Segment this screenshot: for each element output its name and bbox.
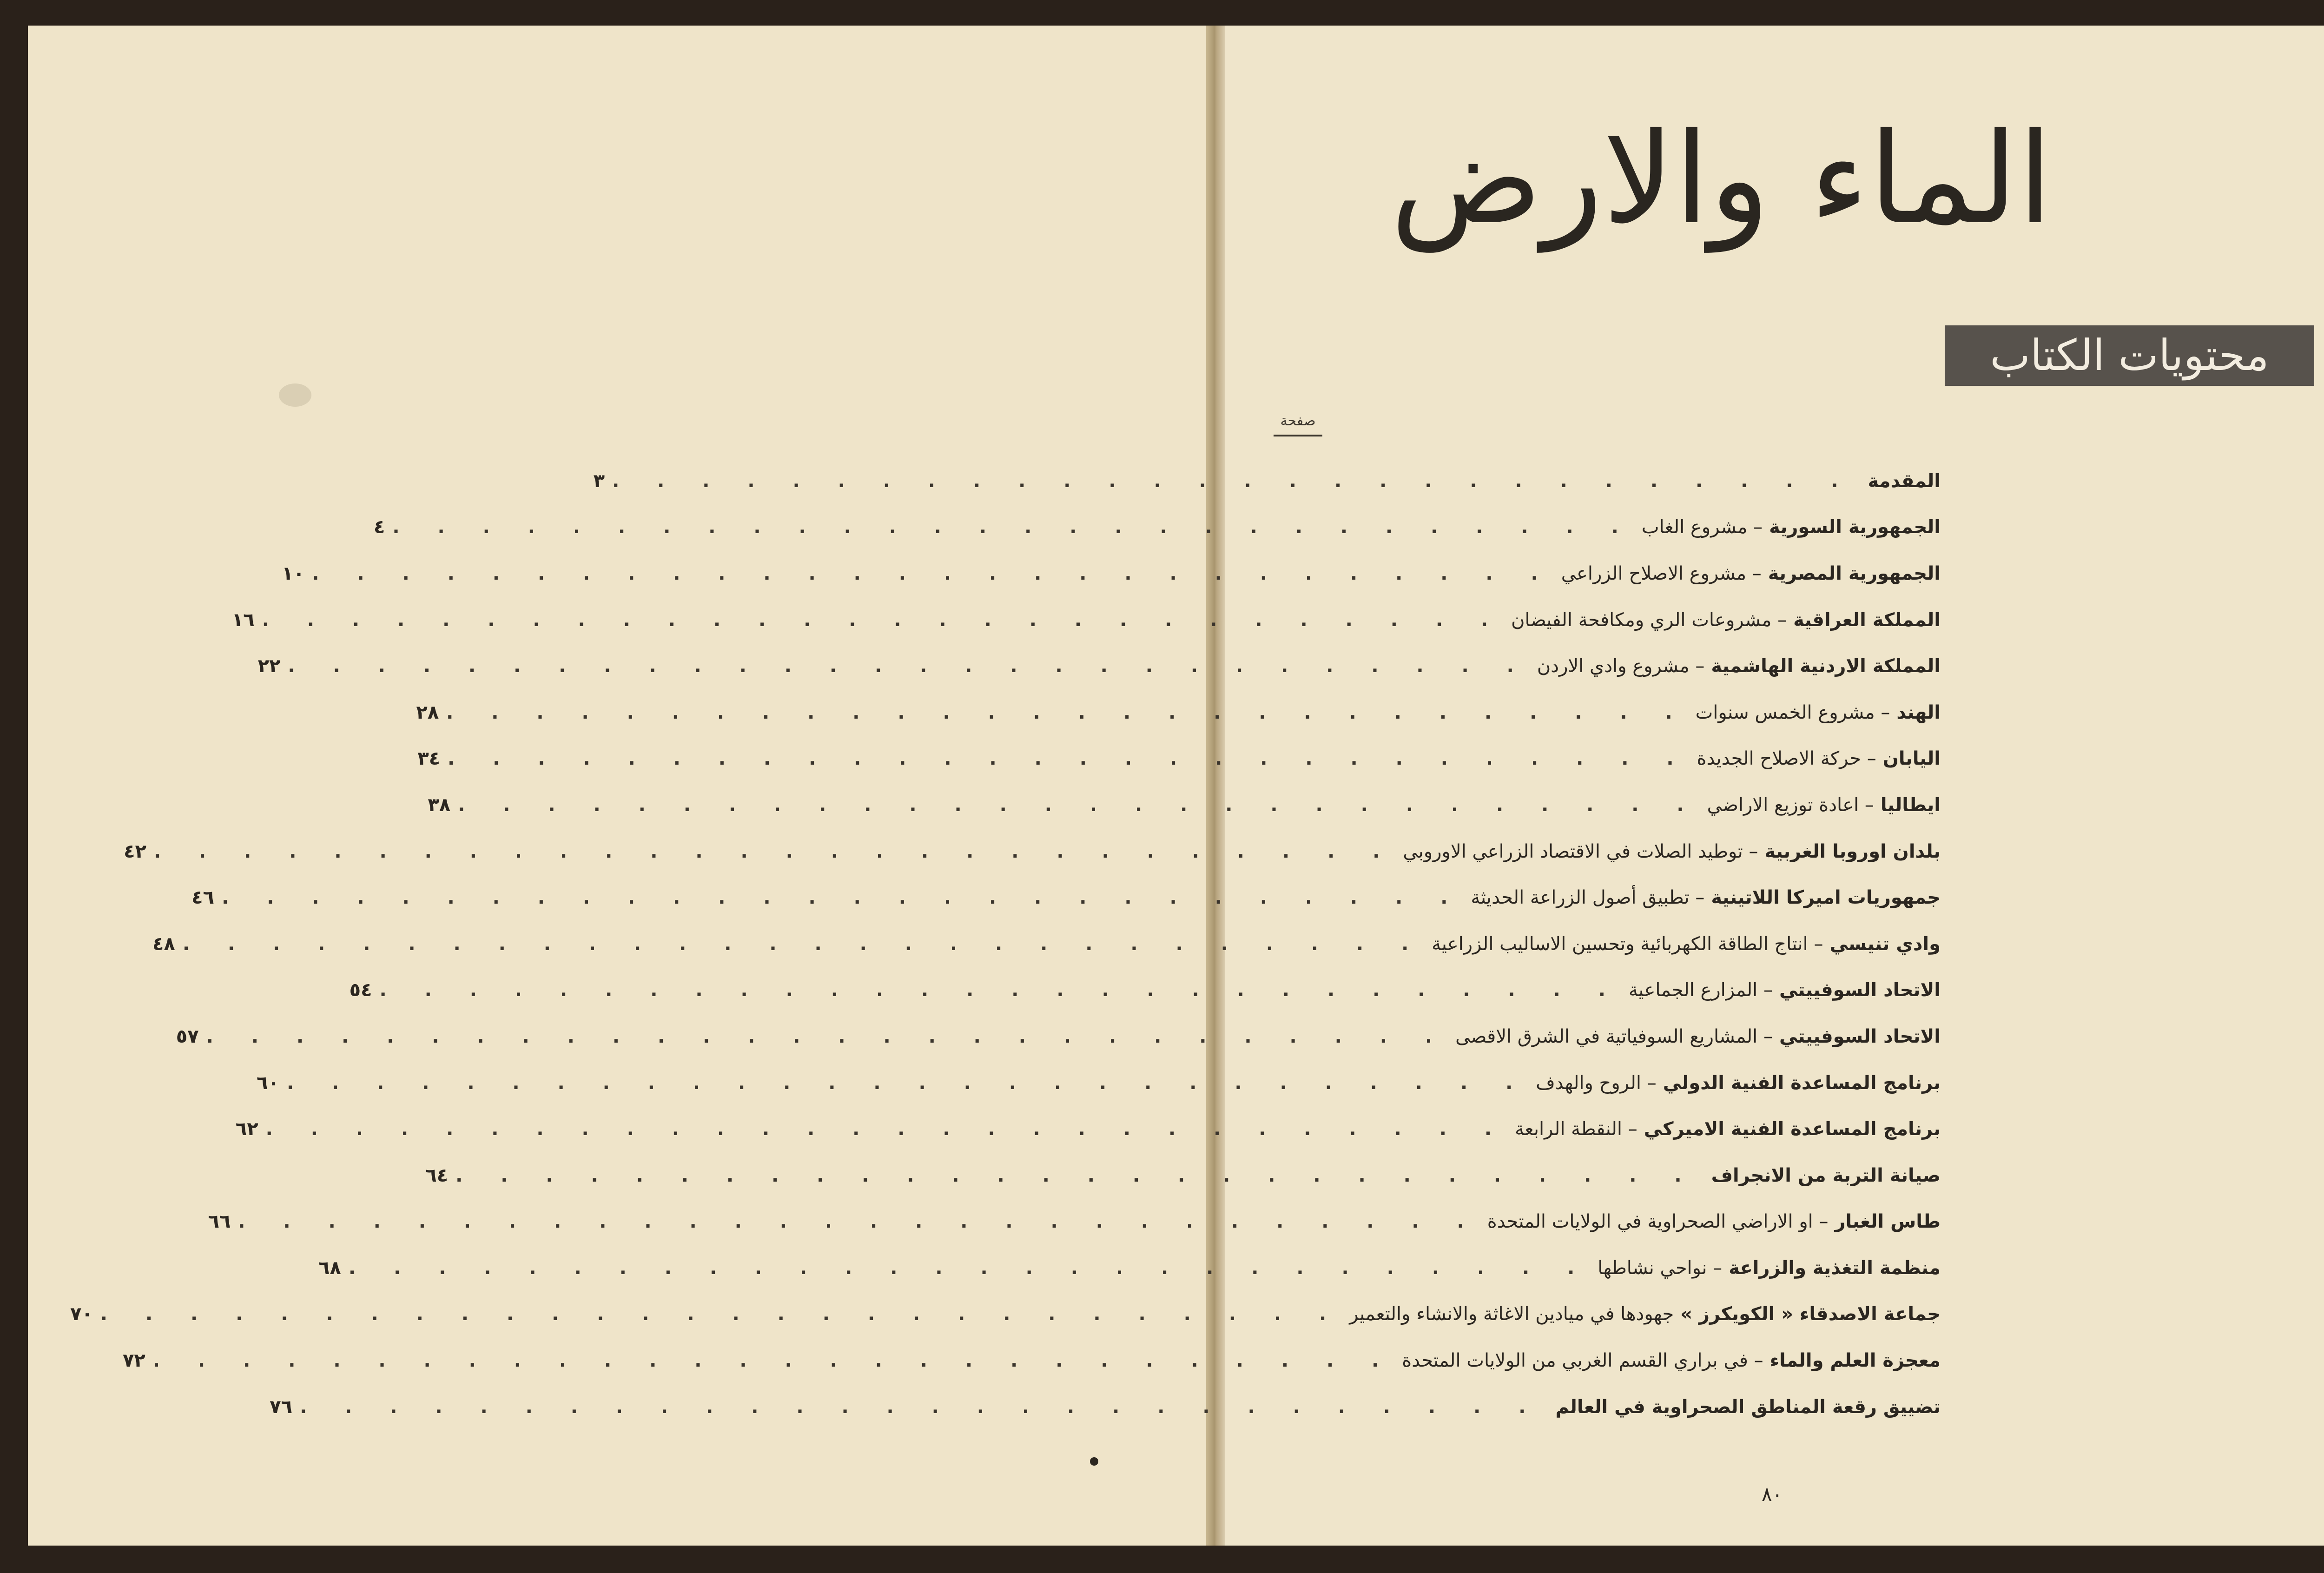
toc-leader-dots: . . . . . . . . . . . . . . . . . . . . . . . . . . . . [379,979,1621,1001]
toc-entry-title: وادي تنيسي [1829,933,1941,955]
toc-entry-subtitle: – المزارع الجماعية [1628,979,1773,1001]
toc-entry [176,1013,1941,1060]
toc-leader-dots: . . . . . . . . . . . . . . . . . . . . . . . . . . . . [612,470,1854,492]
toc-entry-title: بلدان اوروبا الغربية [1764,840,1941,862]
toc-entry-subtitle: – النقطة الرابعة [1515,1118,1637,1140]
toc-entry-subtitle: – المشاريع السوفياتية في الشرق الاقصى [1455,1025,1773,1047]
toc-entry-page: ٦٢ [235,1118,258,1140]
toc-entry-title: جمهوريات اميركا اللاتينية [1711,887,1941,909]
page-column-label: صفحة [1274,413,1322,436]
toc-entry-page: ٤ [373,516,385,538]
toc-entry-subtitle: – انتاج الطاقة الكهربائية وتحسين الاساليب الزراعية [1432,933,1823,955]
toc-entry-page: ٤٢ [124,840,146,862]
toc-entry-title: المملكة الاردنية الهاشمية [1711,655,1941,677]
toc-leader-dots: . . . . . . . . . . . . . . . . . . . . . . . . . . . . [152,1350,1395,1372]
paper-stain [279,383,311,407]
toc-entry [124,828,1941,875]
toc-leader-dots: . . . . . . . . . . . . . . . . . . . . . . . . . . . . [153,840,1396,862]
toc-leader-dots: . . . . . . . . . . . . . . . . . . . . . . . . . . . . [312,562,1554,584]
toc-leader-dots: . . . . . . . . . . . . . . . . . . . . . . . . . . . . [100,1303,1342,1325]
toc-entry-title: الاتحاد السوفييتي [1779,1025,1941,1047]
toc-entry-page: ١٠ [282,562,305,584]
toc-entry-title: طاس الغبار [1835,1211,1941,1233]
toc-entry [208,1199,1941,1245]
toc-entry-subtitle: – مشروع وادي الاردن [1537,655,1705,677]
toc-entry-page: ٦٨ [318,1257,341,1279]
toc-entry-subtitle: – اعادة توزيع الاراضي [1707,794,1874,816]
toc-entry [257,1060,1941,1106]
toc-leader-dots: . . . . . . . . . . . . . . . . . . . . . . . . . . . . [456,1164,1697,1186]
toc-entry-title: الهند [1896,701,1941,723]
toc-entry-subtitle: – حركة الاصلاح الجديدة [1697,748,1876,770]
toc-entry-title: اليابان [1882,748,1941,770]
toc-entry-subtitle: – تطبيق أصول الزراعة الحديثة [1471,887,1705,909]
toc-entry-subtitle: – مشروعات الري ومكافحة الفيضان [1511,609,1787,631]
toc-entry [231,597,1941,643]
toc-leader-dots: . . . . . . . . . . . . . . . . . . . . . . . . . . . . [221,887,1464,909]
toc-entry [235,1106,1941,1152]
toc-entry [416,689,1941,736]
toc-entry-page: ٦٤ [425,1164,449,1186]
toc-entry-title: صيانة التربة من الانجراف [1711,1164,1941,1186]
toc-leader-dots: . . . . . . . . . . . . . . . . . . . . . . . . . . . . [286,1072,1529,1094]
toc-entry-subtitle: – نواحي نشاطها [1598,1257,1723,1279]
toc-entry-title: الجمهورية السورية [1769,516,1941,538]
toc-entry-subtitle: – توطيد الصلات في الاقتصاد الزراعي الاوروبي [1403,840,1758,862]
toc-entry-page: ٦٦ [208,1211,231,1233]
toc-entry-subtitle: – مشروع الخمس سنوات [1695,701,1890,723]
toc-entry [270,1384,1941,1430]
toc-entry-page: ٧٦ [270,1396,292,1418]
toc-entry-page: ٤٨ [152,933,175,955]
toc-entry-page: ٧٢ [123,1350,145,1372]
toc-entry-page: ٥٤ [349,979,372,1001]
toc-entry [152,921,1941,967]
toc-entry [417,736,1941,782]
toc-entry-title: تضييق رقعة المناطق الصحراوية في العالم [1555,1396,1941,1418]
toc-entry-subtitle: جهودها في ميادين الاغاثة والانشاء والتعمير [1349,1303,1674,1325]
toc-entry-title: برنامج المساعدة الفنية الاميركي [1644,1118,1941,1140]
toc-entry-subtitle: – الروح والهدف [1536,1072,1657,1094]
toc-entry [593,458,1941,504]
toc-leader-dots: . . . . . . . . . . . . . . . . . . . . . . . . . . . . [238,1211,1480,1233]
toc-leader-dots: . . . . . . . . . . . . . . . . . . . . . . . . . . . . [206,1025,1448,1047]
contents-heading: محتويات الكتاب [1945,325,2314,386]
toc-leader-dots: . . . . . . . . . . . . . . . . . . . . . . . . . . . . [392,516,1634,538]
table-of-contents [70,458,1941,1430]
toc-entry-title: الجمهورية المصرية [1768,562,1941,584]
toc-entry [257,643,1941,689]
toc-leader-dots: . . . . . . . . . . . . . . . . . . . . . . . . . . . . [299,1396,1542,1418]
toc-entry [428,782,1941,828]
toc-leader-dots: . . . . . . . . . . . . . . . . . . . . . . . . . . . . [288,655,1530,677]
book-title: الماء والارض [1390,106,2053,252]
toc-entry-page: ٣٤ [417,748,441,770]
toc-entry [349,967,1941,1014]
toc-entry [425,1152,1941,1199]
toc-entry [70,1291,1941,1338]
toc-entry-subtitle: – مشروع الاصلاح الزراعي [1561,562,1762,584]
toc-entry-page: ٥٧ [176,1025,199,1047]
toc-entry-subtitle: – او الاراضي الصحراوية في الولايات المتحدة [1487,1211,1829,1233]
toc-entry-title: منظمة التغذية والزراعة [1729,1257,1941,1279]
toc-entry-subtitle: – مشروع الغاب [1641,516,1763,538]
toc-entry-title: معجزة العلم والماء [1769,1350,1941,1372]
toc-leader-dots: . . . . . . . . . . . . . . . . . . . . . . . . . . . . [446,701,1688,723]
toc-entry-title: المقدمة [1868,470,1941,492]
toc-entry-page: ٧٠ [70,1303,93,1325]
toc-entry-title: برنامج المساعدة الفنية الدولي [1663,1072,1941,1094]
toc-leader-dots: . . . . . . . . . . . . . . . . . . . . . . . . . . . . [458,794,1700,816]
toc-entry-page: ٢٨ [416,701,439,723]
toc-entry-page: ٦٠ [257,1072,279,1094]
paper-speck [1090,1457,1098,1466]
toc-entry-title: ايطاليا [1880,794,1941,816]
toc-leader-dots: . . . . . . . . . . . . . . . . . . . . . . . . . . . . [448,748,1690,770]
toc-leader-dots: . . . . . . . . . . . . . . . . . . . . . . . . . . . . [265,1118,1508,1140]
toc-entry [191,874,1941,921]
toc-entry [123,1337,1941,1384]
toc-entry [318,1245,1941,1291]
toc-entry-subtitle: – في براري القسم الغربي من الولايات المتحدة [1402,1350,1763,1372]
toc-entry-page: ١٦ [231,609,255,631]
toc-leader-dots: . . . . . . . . . . . . . . . . . . . . . . . . . . . . [348,1257,1591,1279]
toc-entry-page: ٣ [593,470,605,492]
toc-entry [373,504,1941,551]
toc-leader-dots: . . . . . . . . . . . . . . . . . . . . . . . . . . . . [182,933,1425,955]
page-number: ٨٠ [1762,1483,1783,1506]
toc-leader-dots: . . . . . . . . . . . . . . . . . . . . . . . . . . . . [262,609,1504,631]
toc-entry-page: ٢٢ [257,655,281,677]
toc-entry [282,550,1941,597]
toc-entry-title: جماعة الاصدقاء « الكويكرز » [1680,1303,1941,1325]
toc-entry-page: ٤٦ [191,887,214,909]
toc-entry-title: المملكة العراقية [1793,609,1941,631]
toc-entry-page: ٣٨ [428,794,451,816]
toc-entry-title: الاتحاد السوفييتي [1779,979,1941,1001]
